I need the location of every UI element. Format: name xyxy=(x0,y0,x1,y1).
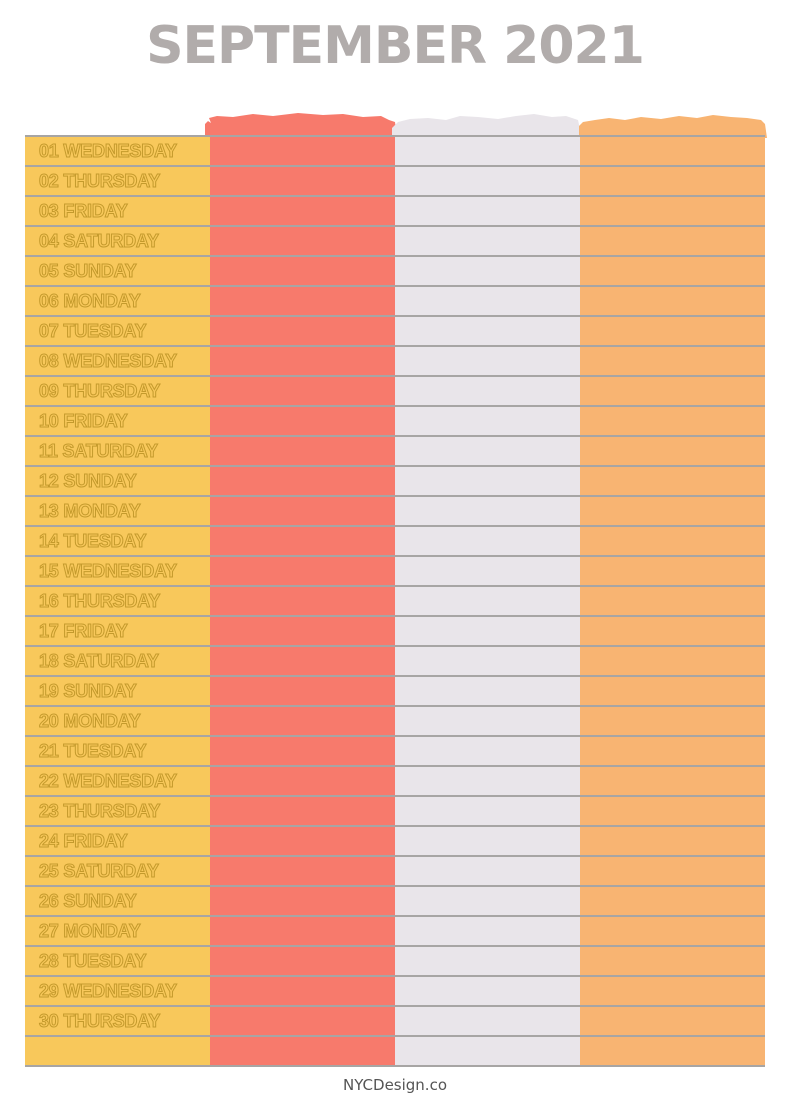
day-label: 30 THURSDAY xyxy=(39,1011,161,1031)
day-label: 23 THURSDAY xyxy=(39,801,161,821)
planner-grid xyxy=(25,136,765,1066)
day-row[interactable] xyxy=(25,136,765,166)
day-row[interactable] xyxy=(25,826,765,856)
day-row[interactable] xyxy=(25,736,765,766)
day-label: 03 FRIDAY xyxy=(39,201,128,221)
day-label: 17 FRIDAY xyxy=(39,621,128,641)
day-row[interactable] xyxy=(25,196,765,226)
day-label: 25 SATURDAY xyxy=(39,861,159,881)
day-label: 12 SUNDAY xyxy=(39,471,137,491)
row-divider xyxy=(25,825,765,827)
day-row[interactable] xyxy=(25,556,765,586)
day-label: 09 THURSDAY xyxy=(39,381,161,401)
row-divider xyxy=(25,975,765,977)
day-label: 15 WEDNESDAY xyxy=(39,561,177,581)
row-divider xyxy=(25,435,765,437)
row-divider xyxy=(25,945,765,947)
day-row[interactable] xyxy=(25,166,765,196)
day-row[interactable] xyxy=(25,676,765,706)
row-divider xyxy=(25,1065,765,1067)
row-divider xyxy=(25,675,765,677)
day-row[interactable] xyxy=(25,316,765,346)
day-label: 10 FRIDAY xyxy=(39,411,128,431)
day-row[interactable] xyxy=(25,346,765,376)
row-divider xyxy=(25,165,765,167)
day-label: 06 MONDAY xyxy=(39,291,141,311)
row-divider xyxy=(25,765,765,767)
torn-paper-red xyxy=(203,108,397,138)
day-row[interactable] xyxy=(25,1036,765,1066)
torn-paper-gray xyxy=(388,108,582,138)
row-divider xyxy=(25,735,765,737)
day-label: 16 THURSDAY xyxy=(39,591,161,611)
day-row[interactable] xyxy=(25,586,765,616)
day-row[interactable] xyxy=(25,436,765,466)
day-label: 13 MONDAY xyxy=(39,501,141,521)
row-divider xyxy=(25,525,765,527)
row-divider xyxy=(25,555,765,557)
day-label: 20 MONDAY xyxy=(39,711,141,731)
day-row[interactable] xyxy=(25,706,765,736)
row-divider xyxy=(25,855,765,857)
row-divider xyxy=(25,315,765,317)
row-divider xyxy=(25,915,765,917)
day-row[interactable] xyxy=(25,766,765,796)
row-divider xyxy=(25,885,765,887)
row-divider xyxy=(25,705,765,707)
day-row[interactable] xyxy=(25,376,765,406)
row-divider xyxy=(25,495,765,497)
day-label: 11 SATURDAY xyxy=(39,441,158,461)
day-label: 02 THURSDAY xyxy=(39,171,161,191)
row-divider xyxy=(25,405,765,407)
day-row[interactable] xyxy=(25,466,765,496)
day-label: 08 WEDNESDAY xyxy=(39,351,177,371)
row-divider xyxy=(25,375,765,377)
day-row[interactable] xyxy=(25,856,765,886)
row-divider xyxy=(25,285,765,287)
row-divider xyxy=(25,345,765,347)
day-row[interactable] xyxy=(25,286,765,316)
day-label: 27 MONDAY xyxy=(39,921,141,941)
day-row[interactable] xyxy=(25,796,765,826)
day-label: 24 FRIDAY xyxy=(39,831,128,851)
day-row[interactable] xyxy=(25,496,765,526)
row-divider xyxy=(25,1035,765,1037)
day-row[interactable] xyxy=(25,886,765,916)
row-divider xyxy=(25,195,765,197)
row-divider xyxy=(25,615,765,617)
day-label: 14 TUESDAY xyxy=(39,531,147,551)
day-label: 18 SATURDAY xyxy=(39,651,159,671)
day-row[interactable] xyxy=(25,976,765,1006)
day-label: 29 WEDNESDAY xyxy=(39,981,177,1001)
day-label: 19 SUNDAY xyxy=(39,681,137,701)
day-label: 21 TUESDAY xyxy=(39,741,147,761)
day-row[interactable] xyxy=(25,616,765,646)
day-row[interactable] xyxy=(25,946,765,976)
row-divider xyxy=(25,1005,765,1007)
day-label: 01 WEDNESDAY xyxy=(39,141,177,161)
row-divider xyxy=(25,135,765,137)
day-label: 26 SUNDAY xyxy=(39,891,137,911)
page-title: SEPTEMBER 2021 xyxy=(146,16,644,76)
day-label: 22 WEDNESDAY xyxy=(39,771,177,791)
row-divider xyxy=(25,645,765,647)
day-label: 28 TUESDAY xyxy=(39,951,147,971)
row-divider xyxy=(25,225,765,227)
footer-site: NYCDesign.co xyxy=(342,1076,448,1094)
day-row[interactable] xyxy=(25,406,765,436)
day-row[interactable] xyxy=(25,526,765,556)
day-row[interactable] xyxy=(25,646,765,676)
day-row[interactable] xyxy=(25,226,765,256)
row-divider xyxy=(25,795,765,797)
day-row[interactable] xyxy=(25,1006,765,1036)
day-row[interactable] xyxy=(25,916,765,946)
day-row[interactable] xyxy=(25,256,765,286)
row-divider xyxy=(25,255,765,257)
day-label: 04 SATURDAY xyxy=(39,231,159,251)
day-label: 05 SUNDAY xyxy=(39,261,137,281)
row-divider xyxy=(25,465,765,467)
row-divider xyxy=(25,585,765,587)
torn-paper-orange xyxy=(575,108,767,138)
day-label: 07 TUESDAY xyxy=(39,321,147,341)
